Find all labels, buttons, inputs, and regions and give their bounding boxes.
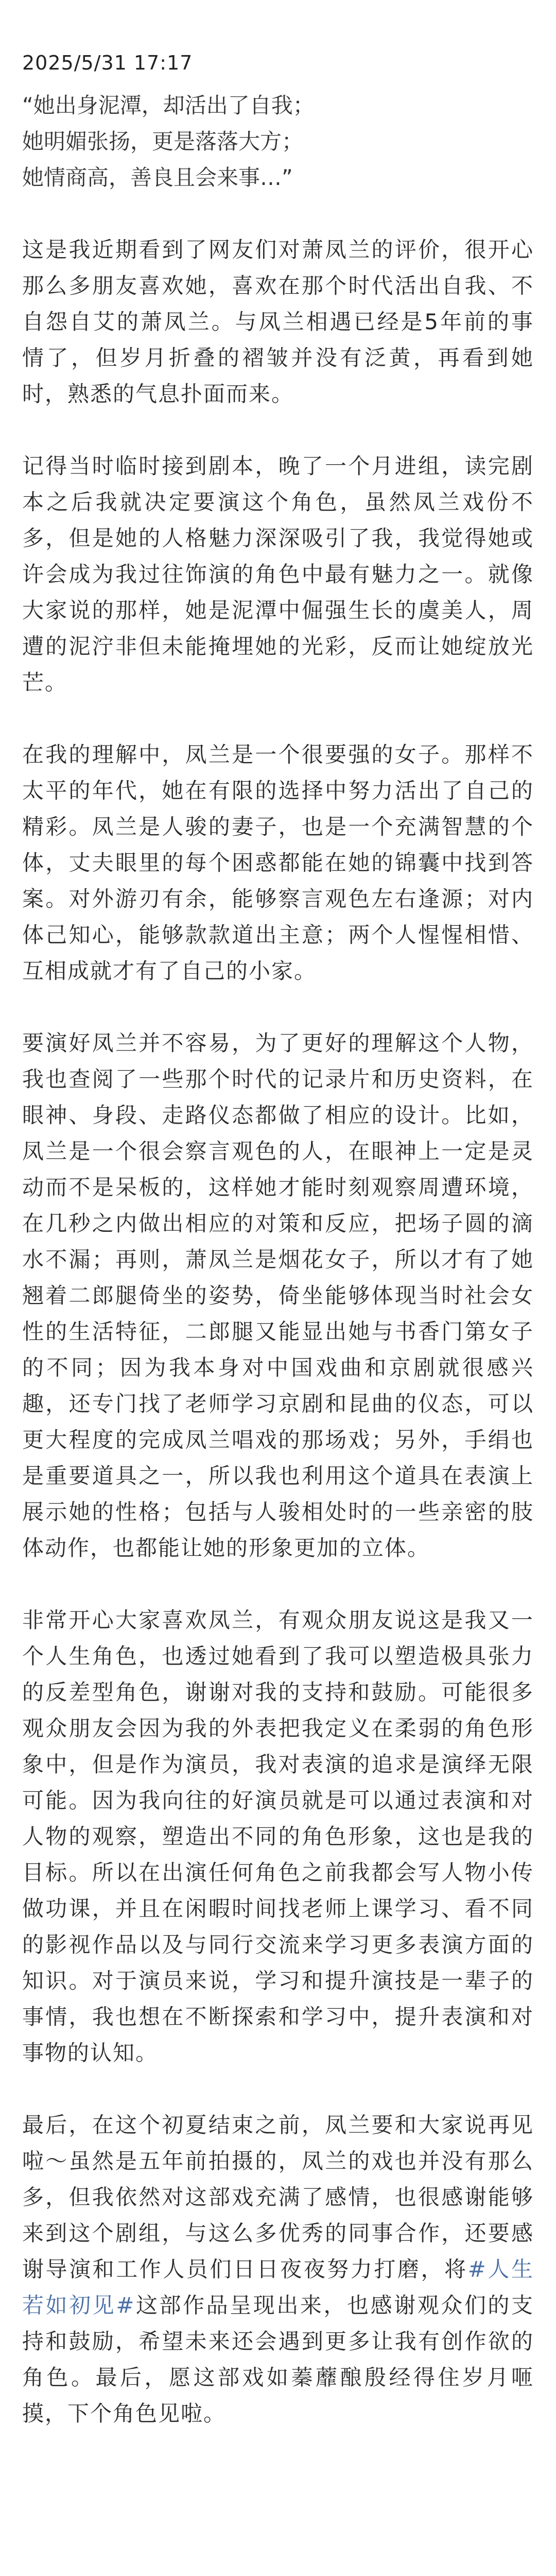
text-after-tag: 这部作品呈现出来，也感谢观众们的支持和鼓励，希望未来还会遇到更多让我有创作欲的角色。最后，愿这部戏如蓁蘼酿殷经得住岁月咂摸，下个角色见啦。 xyxy=(22,2293,534,2426)
post-paragraph xyxy=(22,1602,534,2071)
quote-line: 她情商高，善良且会来事…” xyxy=(22,165,293,190)
post-paragraph xyxy=(22,1025,534,1566)
paragraph-text: 要演好凤兰并不容易，为了更好的理解这个人物，我也查阅了一些那个时代的记录片和历史资料，在眼神、身段、走路仪态都做了相应的设计。比如，凤兰是一个很会察言观色的人，在眼神上一定是灵动而不是呆板的，这样她才能时刻观察周遭环境，在几秒之内做出相应的对策和反应，把场子圆的滴水不漏；再则，萧凤兰是烟花女子，所以才有了她翘着二郎腿倚坐的姿势，倚坐能够体现当时社会女性的生活特征，二郎腿又能显出她与书香门第女子的不同；因为我本身对中国戏曲和京剧就很感兴趣，还专门找了老师学习京剧和昆曲的仪态，可以更大程度的完成凤兰唱戏的那场戏；另外，手绢也是重要道具之一，所以我也利用这个道具在表演上展示她的性格；包括与人骏相处时的一些亲密的肢体动作，也都能让她的形象更加的立体。 xyxy=(22,1030,534,1561)
paragraph-text xyxy=(22,2107,534,2432)
post-paragraph-final xyxy=(22,2107,534,2432)
post-paragraph xyxy=(22,737,534,989)
quote-line: “她出身泥潭，却活出了自我； xyxy=(22,93,315,118)
post-quote xyxy=(22,88,534,196)
text-before-tag: 最后，在这个初夏结束之前，凤兰要和大家说再见啦～虽然是五年前拍摄的，凤兰的戏也并没有那么多，但我依然对这部戏充满了感情，也很感谢能够来到这个剧组，与这么多优秀的同事合作，还要感谢导演和工作人员们日日夜夜努力打磨，将 xyxy=(22,2112,534,2282)
topic-tag-link[interactable]: #人生若如初见# xyxy=(22,2257,534,2318)
post-timestamp: 2025/5/31 17:17 xyxy=(22,52,193,74)
paragraph-text: 在我的理解中，凤兰是一个很要强的女子。那样不太平的年代，她在有限的选择中努力活出了自己的精彩。凤兰是人骏的妻子，也是一个充满智慧的个体，丈夫眼里的每个困惑都能在她的锦囊中找到答案。对外游刃有余，能够察言观色左右逢源；对内体己知心，能够款款道出主意；两个人惺惺相惜、互相成就才有了自己的小家。 xyxy=(22,742,534,984)
paragraph-text: 非常开心大家喜欢凤兰，有观众朋友说这是我又一个人生角色，也透过她看到了我可以塑造极具张力的反差型角色，谢谢对我的支持和鼓励。可能很多观众朋友会因为我的外表把我定义在柔弱的角色形象中，但是作为演员，我对表演的追求是演绎无限可能。因为我向往的好演员就是可以通过表演和对人物的观察，塑造出不同的角色形象，这也是我的目标。所以在出演任何角色之前我都会写人物小传做功课，并且在闲暇时间找老师上课学习、看不同的影视作品以及与同行交流来学习更多表演方面的知识。对于演员来说，学习和提升演技是一辈子的事情，我也想在不断探索和学习中，提升表演和对事物的认知。 xyxy=(22,1607,534,2065)
post-paragraph xyxy=(22,448,534,701)
quote-line: 她明媚张扬，更是落落大方； xyxy=(22,129,304,154)
paragraph-text: 这是我近期看到了网友们对萧凤兰的评价，很开心那么多朋友喜欢她，喜欢在那个时代活出自我、不自怨自艾的萧凤兰。与凤兰相遇已经是5年前的事情了，但岁月折叠的褶皱并没有泛黄，再看到她时，熟悉的气息扑面而来。 xyxy=(22,237,534,406)
post-body xyxy=(22,88,534,2432)
paragraph-text: 记得当时临时接到剧本，晚了一个月进组，读完剧本之后我就决定要演这个角色，虽然凤兰戏份不多，但是她的人格魅力深深吸引了我，我觉得她或许会成为我过往饰演的角色中最有魅力之一。就像大家说的那样，她是泥潭中倔强生长的虞美人，周遭的泥泞非但未能掩埋她的光彩，反而让她绽放光芒。 xyxy=(22,453,534,695)
post-paragraph xyxy=(22,232,534,412)
